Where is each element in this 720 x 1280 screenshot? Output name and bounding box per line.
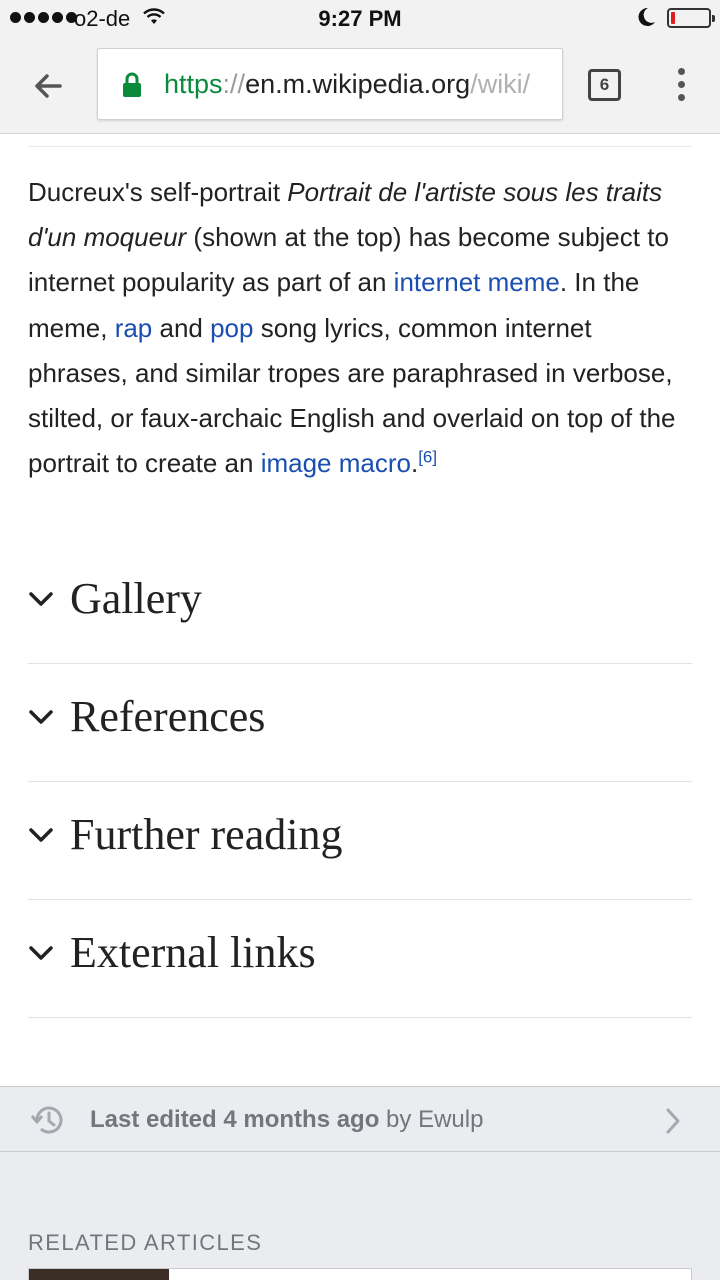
section-further-reading[interactable] <box>28 782 692 900</box>
link-image-macro[interactable]: image macro <box>260 448 411 479</box>
browser-toolbar <box>0 38 720 134</box>
text: and <box>152 312 211 343</box>
section-heading: External links <box>70 928 316 977</box>
last-edited-text <box>90 1106 483 1134</box>
section-gallery[interactable] <box>28 546 692 664</box>
last-edited-bar[interactable] <box>0 1086 720 1152</box>
section-external-links[interactable] <box>28 900 692 1018</box>
link-internet-meme[interactable]: internet meme <box>393 267 560 298</box>
section-heading: Further reading <box>70 810 343 859</box>
chevron-down-icon <box>28 945 54 961</box>
painting-title: Portrait de l'artiste sous les traits d'un moqueur <box>28 177 663 253</box>
section-heading: Gallery <box>70 574 202 623</box>
chevron-right-icon <box>664 1107 682 1135</box>
text: (shown at the top) has become subject to internet popularity as part of an <box>28 222 669 298</box>
lock-icon <box>122 72 142 103</box>
text: song lyrics, common internet phrases, and similar tropes are paraphrased in verbose, stilted, or faux-archaic English and overlaid on top of the portrait to create an <box>28 312 676 479</box>
link-rap[interactable]: rap <box>114 312 153 343</box>
more-menu-button[interactable] <box>676 68 686 102</box>
url-text <box>164 69 530 100</box>
link-pop[interactable]: pop <box>210 312 254 343</box>
related-article-thumbnail <box>29 1269 169 1280</box>
section-references[interactable] <box>28 664 692 782</box>
status-bar <box>0 0 720 38</box>
related-articles-heading: RELATED ARTICLES <box>28 1230 263 1255</box>
address-bar[interactable] <box>97 48 563 120</box>
related-articles-section <box>0 1152 720 1280</box>
back-button[interactable] <box>28 66 68 106</box>
section-heading: References <box>70 692 266 741</box>
dot <box>678 68 685 75</box>
reference-link[interactable]: [6] <box>418 447 438 467</box>
arrow-left-icon <box>28 66 68 106</box>
carrier-name: o2-de <box>74 6 131 31</box>
divider <box>28 146 692 147</box>
related-article-card[interactable] <box>28 1268 692 1280</box>
battery-icon <box>667 8 711 28</box>
dot <box>678 94 685 101</box>
dot <box>678 81 685 88</box>
last-editor-name: Ewulp <box>418 1106 484 1133</box>
chevron-down-icon <box>28 827 54 843</box>
url-separator: :// <box>222 69 246 99</box>
last-edited-time: Last edited 4 months ago <box>90 1106 380 1133</box>
url-path: /wiki/ <box>470 69 531 99</box>
text: . In the meme, <box>28 267 640 343</box>
text: by <box>379 1106 419 1133</box>
tab-switcher-button[interactable]: 6 <box>588 69 621 101</box>
text: . <box>410 448 419 479</box>
text: Ducreux's self-portrait <box>28 177 288 207</box>
url-host: en.m.wikipedia.org <box>245 69 471 99</box>
chevron-down-icon <box>28 591 54 607</box>
clock: 9:27 PM <box>318 6 402 31</box>
article-paragraph <box>28 170 696 486</box>
url-scheme: https <box>164 69 223 99</box>
history-clock-icon <box>30 1102 66 1138</box>
do-not-disturb-moon-icon <box>638 7 656 32</box>
chevron-down-icon <box>28 709 54 725</box>
